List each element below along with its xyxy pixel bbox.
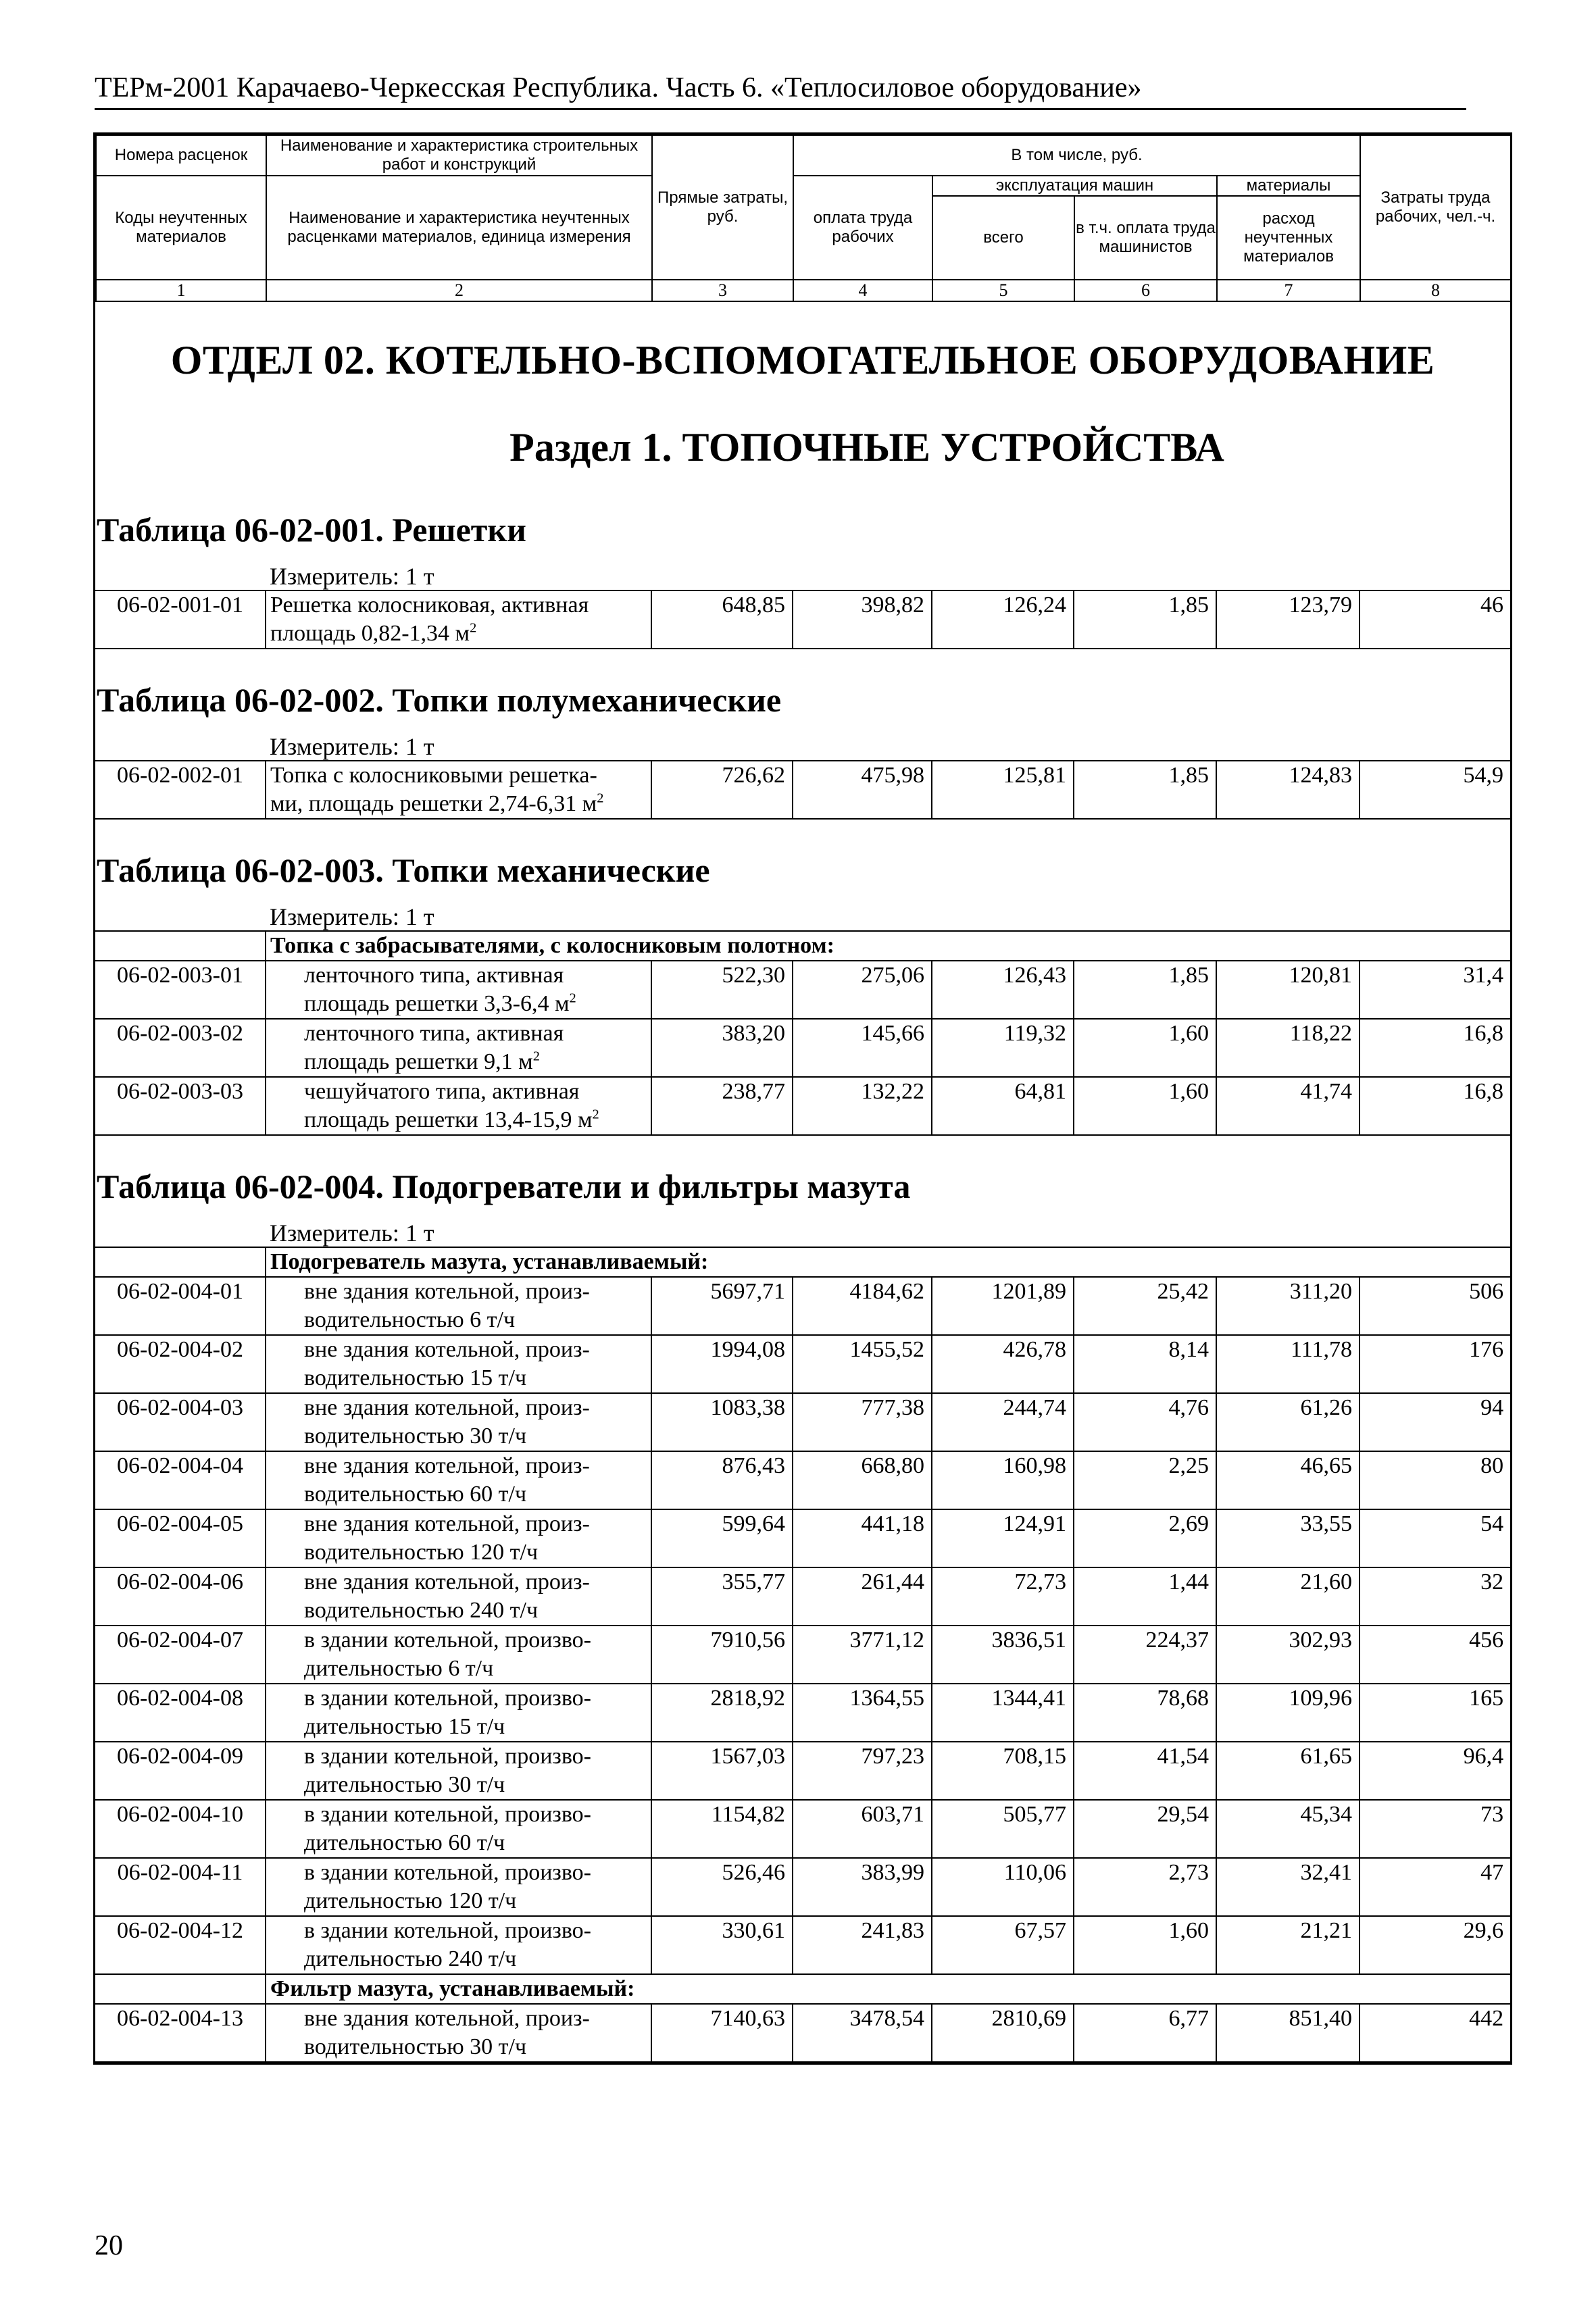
rate-value: 46 [1360, 590, 1510, 649]
rate-value: 120,81 [1216, 961, 1360, 1019]
rate-value: 125,81 [932, 761, 1074, 819]
rate-value: 25,42 [1074, 1277, 1216, 1335]
group-row [95, 931, 1510, 961]
rate-name-line1: вне здания котельной, произ- [304, 1511, 590, 1536]
rate-name [266, 1858, 651, 1916]
rate-name [266, 1567, 651, 1626]
rate-value: 526,46 [651, 1858, 793, 1916]
square-superscript: 2 [470, 620, 477, 636]
rate-value: 1,85 [1074, 761, 1216, 819]
rate-name-line2: дительностью 30 т/ч [304, 1772, 505, 1797]
rate-value: 61,65 [1216, 1742, 1360, 1800]
rate-code: 06-02-004-10 [95, 1800, 266, 1858]
rate-value: 176 [1360, 1335, 1510, 1393]
rate-value: 1083,38 [651, 1393, 793, 1451]
rate-value: 2810,69 [932, 2004, 1074, 2062]
rate-value: 73 [1360, 1800, 1510, 1858]
running-head: ТЕРм-2001 Карачаево-Черкесская Республика. Часть 6. «Теплосиловое оборудование» [95, 72, 1142, 103]
col-number: 6 [1074, 280, 1217, 301]
rate-value: 302,93 [1216, 1626, 1360, 1684]
rate-value: 126,43 [932, 961, 1074, 1019]
rate-name-line2: дительностью 15 т/ч [304, 1714, 505, 1739]
table-title: Таблица 06-02-003. Топки механические [97, 851, 710, 889]
rate-name [266, 1684, 651, 1742]
table-row [95, 2004, 1510, 2062]
rate-value: 1,44 [1074, 1567, 1216, 1626]
rate-value: 522,30 [651, 961, 793, 1019]
rate-code: 06-02-004-03 [95, 1393, 266, 1451]
rate-name [266, 961, 651, 1019]
rate-value: 2,73 [1074, 1858, 1216, 1916]
rate-value: 47 [1360, 1858, 1510, 1916]
rate-name-line2: площадь решетки 3,3-6,4 м [304, 991, 570, 1016]
page-number: 20 [95, 2230, 123, 2261]
rate-name [266, 1335, 651, 1393]
rate-value: 426,78 [932, 1335, 1074, 1393]
rate-value: 599,64 [651, 1509, 793, 1567]
rate-value: 4184,62 [793, 1277, 932, 1335]
header-workers-pay: оплата труда рабочих [793, 176, 932, 280]
rate-value: 355,77 [651, 1567, 793, 1626]
group-heading: Подогреватель мазута, устанавливаемый: [266, 1247, 1510, 1277]
rate-value: 383,20 [651, 1019, 793, 1077]
column-header [95, 134, 1512, 302]
rate-value: 603,71 [793, 1800, 932, 1858]
rate-value: 64,81 [932, 1077, 1074, 1135]
rates-table [95, 760, 1510, 820]
rate-value: 7140,63 [651, 2004, 793, 2062]
rate-code: 06-02-004-11 [95, 1858, 266, 1916]
rates-table [95, 590, 1510, 649]
rate-value: 505,77 [932, 1800, 1074, 1858]
rate-value: 1,85 [1074, 961, 1216, 1019]
rate-value: 1994,08 [651, 1335, 793, 1393]
rate-value: 1201,89 [932, 1277, 1074, 1335]
rate-code: 06-02-004-01 [95, 1277, 266, 1335]
rate-value: 311,20 [1216, 1277, 1360, 1335]
rate-name-line2: дительностью 240 т/ч [304, 1946, 517, 1971]
rate-name-line1: вне здания котельной, произ- [304, 1453, 590, 1478]
rate-value: 29,6 [1360, 1916, 1510, 1974]
rate-value: 123,79 [1216, 590, 1360, 649]
rate-value: 648,85 [651, 590, 793, 649]
rate-value: 5697,71 [651, 1277, 793, 1335]
rate-value: 16,8 [1360, 1019, 1510, 1077]
rate-name-line2: дительностью 6 т/ч [304, 1656, 494, 1681]
rates-table [95, 1247, 1510, 2063]
rate-name-line2: дительностью 120 т/ч [304, 1888, 517, 1913]
unit-label: Измеритель: 1 т [270, 903, 434, 930]
rate-value: 45,34 [1216, 1800, 1360, 1858]
rate-value: 2,25 [1074, 1451, 1216, 1509]
rate-value: 94 [1360, 1393, 1510, 1451]
col-number: 1 [96, 280, 266, 301]
rate-code: 06-02-004-07 [95, 1626, 266, 1684]
rate-name-line2: водительностью 60 т/ч [304, 1482, 527, 1507]
table-row [95, 1858, 1510, 1916]
rate-value: 6,77 [1074, 2004, 1216, 2062]
rate-value: 96,4 [1360, 1742, 1510, 1800]
col-number: 7 [1217, 280, 1360, 301]
rate-value: 21,21 [1216, 1916, 1360, 1974]
rate-name [266, 761, 651, 819]
rate-value: 124,91 [932, 1509, 1074, 1567]
rate-code: 06-02-004-09 [95, 1742, 266, 1800]
table-row [95, 1567, 1510, 1626]
rate-name-line2: водительностью 240 т/ч [304, 1598, 539, 1623]
rate-name-line1: вне здания котельной, произ- [304, 1395, 590, 1420]
rate-code: 06-02-004-12 [95, 1916, 266, 1974]
rate-name [266, 1393, 651, 1451]
table-title: Таблица 06-02-004. Подогреватели и фильтры мазута [97, 1167, 911, 1205]
rate-code: 06-02-004-05 [95, 1509, 266, 1567]
rate-value: 726,62 [651, 761, 793, 819]
rate-value: 54,9 [1360, 761, 1510, 819]
rate-value: 876,43 [651, 1451, 793, 1509]
unit-label: Измеритель: 1 т [270, 563, 434, 590]
rate-value: 1567,03 [651, 1742, 793, 1800]
rate-code: 06-02-004-02 [95, 1335, 266, 1393]
rate-name [266, 1509, 651, 1567]
rate-value: 851,40 [1216, 2004, 1360, 2062]
rate-value: 475,98 [793, 761, 932, 819]
rate-value: 3836,51 [932, 1626, 1074, 1684]
header-rule [95, 108, 1466, 110]
rate-name-line1: в здании котельной, произво- [304, 1918, 591, 1943]
rate-name-line2: площадь 0,82-1,34 м [270, 621, 470, 646]
rate-value: 224,37 [1074, 1626, 1216, 1684]
rate-value: 32 [1360, 1567, 1510, 1626]
rate-value: 118,22 [1216, 1019, 1360, 1077]
rate-value: 797,23 [793, 1742, 932, 1800]
rate-value: 668,80 [793, 1451, 932, 1509]
section-title: Раздел 1. ТОПОЧНЫЕ УСТРОЙСТВА [509, 425, 1224, 470]
rate-value: 238,77 [651, 1077, 793, 1135]
unit-label: Измеритель: 1 т [270, 733, 434, 760]
table-row [95, 1509, 1510, 1567]
rate-name [266, 1742, 651, 1800]
rate-value: 3478,54 [793, 2004, 932, 2062]
rate-code: 06-02-003-03 [95, 1077, 266, 1135]
square-superscript: 2 [532, 1049, 540, 1064]
rate-value: 261,44 [793, 1567, 932, 1626]
rate-name-line1: вне здания котельной, произ- [304, 1337, 590, 1362]
rate-name [266, 1277, 651, 1335]
header-machines: эксплуатация машин [932, 176, 1217, 196]
col-number: 8 [1360, 280, 1511, 301]
rate-name-line2: водительностью 15 т/ч [304, 1365, 527, 1390]
rate-code: 06-02-003-02 [95, 1019, 266, 1077]
col-number: 5 [932, 280, 1074, 301]
rate-value: 165 [1360, 1684, 1510, 1742]
rate-value: 708,15 [932, 1742, 1074, 1800]
group-heading: Фильтр мазута, устанавливаемый: [266, 1974, 1510, 2004]
rate-name [266, 1451, 651, 1509]
rate-value: 777,38 [793, 1393, 932, 1451]
rates-table [95, 930, 1510, 1136]
rate-value: 456 [1360, 1626, 1510, 1684]
table-title: Таблица 06-02-002. Топки полумеханические [97, 681, 782, 719]
table-row [95, 1077, 1510, 1135]
rate-value: 8,14 [1074, 1335, 1216, 1393]
rate-name-line2: площадь решетки 13,4-15,9 м [304, 1107, 593, 1132]
rate-value: 241,83 [793, 1916, 932, 1974]
unit-label: Измеритель: 1 т [270, 1219, 434, 1247]
rate-value: 442 [1360, 2004, 1510, 2062]
department-title: ОТДЕЛ 02. КОТЕЛЬНО-ВСПОМОГАТЕЛЬНОЕ ОБОРУДОВАНИЕ [170, 338, 1435, 382]
rate-name-line1: в здании котельной, произво- [304, 1744, 591, 1769]
rate-name-line1: в здании котельной, произво- [304, 1686, 591, 1711]
col-number: 4 [793, 280, 932, 301]
rate-value: 67,57 [932, 1916, 1074, 1974]
rate-value: 244,74 [932, 1393, 1074, 1451]
rate-value: 1364,55 [793, 1684, 932, 1742]
rate-value: 1,60 [1074, 1077, 1216, 1135]
table-row [95, 1277, 1510, 1335]
rate-value: 61,26 [1216, 1393, 1360, 1451]
table-row [95, 1684, 1510, 1742]
rate-name-line1: Решетка колосниковая, активная [270, 593, 589, 618]
rate-name-line1: ленточного типа, активная [304, 1021, 564, 1046]
rate-value: 72,73 [932, 1567, 1074, 1626]
rate-name-line2: ми, площадь решетки 2,74-6,31 м [270, 791, 597, 816]
rate-value: 3771,12 [793, 1626, 932, 1684]
table-row [95, 1800, 1510, 1858]
rate-value: 441,18 [793, 1509, 932, 1567]
rate-value: 41,54 [1074, 1742, 1216, 1800]
header-work-name: Наименование и характеристика строительных работ и конструкций [266, 135, 652, 176]
rate-code: 06-02-001-01 [95, 590, 266, 649]
rate-name [266, 1077, 651, 1135]
rate-value: 1,60 [1074, 1916, 1216, 1974]
table-row [95, 761, 1510, 819]
header-labor: Затраты труда рабочих, чел.-ч. [1360, 135, 1511, 280]
rate-name-line1: в здании котельной, произво- [304, 1860, 591, 1885]
rate-name [266, 1916, 651, 1974]
header-materials: материалы [1217, 176, 1360, 196]
rate-value: 160,98 [932, 1451, 1074, 1509]
rate-value: 2,69 [1074, 1509, 1216, 1567]
rate-name-line2: площадь решетки 9,1 м [304, 1049, 533, 1074]
rate-value: 124,83 [1216, 761, 1360, 819]
rate-value: 41,74 [1216, 1077, 1360, 1135]
rate-value: 4,76 [1074, 1393, 1216, 1451]
rate-name [266, 1019, 651, 1077]
rate-code: 06-02-004-13 [95, 2004, 266, 2062]
rate-name-line2: водительностью 120 т/ч [304, 1540, 539, 1565]
rate-value: 506 [1360, 1277, 1510, 1335]
rate-value: 2818,92 [651, 1684, 793, 1742]
table-row [95, 1393, 1510, 1451]
rate-value: 1,60 [1074, 1019, 1216, 1077]
header-material-consumption: расход неучтенных материалов [1217, 196, 1360, 280]
rate-value: 383,99 [793, 1858, 932, 1916]
rate-value: 46,65 [1216, 1451, 1360, 1509]
rates-document [93, 132, 1512, 2065]
group-heading: Топка с забрасывателями, с колосниковым полотном: [266, 931, 1510, 961]
rate-name [266, 1626, 651, 1684]
rate-name-line1: ленточного типа, активная [304, 963, 564, 988]
rate-value: 29,54 [1074, 1800, 1216, 1858]
header-material-name: Наименование и характеристика неучтенных расценками материалов, единица измерения [266, 176, 652, 280]
table-row [95, 1742, 1510, 1800]
rate-value: 1,85 [1074, 590, 1216, 649]
rate-name-line1: в здании котельной, произво- [304, 1628, 591, 1653]
square-superscript: 2 [569, 990, 576, 1006]
rate-value: 275,06 [793, 961, 932, 1019]
col-number: 2 [266, 280, 652, 301]
rate-value: 21,60 [1216, 1567, 1360, 1626]
rate-name-line1: в здании котельной, произво- [304, 1802, 591, 1827]
table-row [95, 1335, 1510, 1393]
rate-value: 54 [1360, 1509, 1510, 1567]
rate-value: 119,32 [932, 1019, 1074, 1077]
rate-value: 80 [1360, 1451, 1510, 1509]
table-row [95, 1019, 1510, 1077]
rate-value: 132,22 [793, 1077, 932, 1135]
rate-value: 110,06 [932, 1858, 1074, 1916]
rate-code: 06-02-004-04 [95, 1451, 266, 1509]
table-row [95, 1626, 1510, 1684]
rate-value: 145,66 [793, 1019, 932, 1077]
table-row [95, 590, 1510, 649]
rate-value: 7910,56 [651, 1626, 793, 1684]
rate-value: 126,24 [932, 590, 1074, 649]
rate-name-line1: вне здания котельной, произ- [304, 1279, 590, 1304]
header-direct-costs: Прямые затраты, руб. [652, 135, 793, 280]
rate-value: 33,55 [1216, 1509, 1360, 1567]
group-row [95, 1247, 1510, 1277]
header-including: В том числе, руб. [793, 135, 1360, 176]
header-operators-pay: в т.ч. оплата труда машинистов [1074, 196, 1217, 280]
rate-name-line1: Топка с колосниковыми решетка- [270, 763, 597, 788]
rate-code: 06-02-004-08 [95, 1684, 266, 1742]
rate-value: 1455,52 [793, 1335, 932, 1393]
table-row [95, 1916, 1510, 1974]
rate-name-line1: чешуйчатого типа, активная [304, 1079, 580, 1104]
rate-value: 1344,41 [932, 1684, 1074, 1742]
rate-name [266, 2004, 651, 2062]
rate-value: 330,61 [651, 1916, 793, 1974]
table-row [95, 1451, 1510, 1509]
rate-value: 398,82 [793, 590, 932, 649]
table-row [95, 961, 1510, 1019]
rate-value: 109,96 [1216, 1684, 1360, 1742]
rate-value: 111,78 [1216, 1335, 1360, 1393]
rate-value: 78,68 [1074, 1684, 1216, 1742]
rate-name [266, 590, 651, 649]
table-title: Таблица 06-02-001. Решетки [97, 511, 526, 549]
rate-name-line1: вне здания котельной, произ- [304, 2006, 590, 2031]
rate-value: 31,4 [1360, 961, 1510, 1019]
group-row [95, 1974, 1510, 2004]
rate-code: 06-02-004-06 [95, 1567, 266, 1626]
rate-value: 32,41 [1216, 1858, 1360, 1916]
rate-name [266, 1800, 651, 1858]
header-material-codes: Коды неучтенных материалов [96, 176, 266, 280]
header-rate-number: Номера расценок [96, 135, 266, 176]
rate-name-line2: водительностью 30 т/ч [304, 1424, 527, 1449]
rate-value: 1154,82 [651, 1800, 793, 1858]
square-superscript: 2 [592, 1107, 599, 1122]
col-number: 3 [652, 280, 793, 301]
rate-name-line1: вне здания котельной, произ- [304, 1569, 590, 1594]
rate-name-line2: водительностью 30 т/ч [304, 2034, 527, 2059]
header-machines-total: всего [932, 196, 1074, 280]
rate-value: 16,8 [1360, 1077, 1510, 1135]
square-superscript: 2 [597, 790, 604, 806]
rate-name-line2: водительностью 6 т/ч [304, 1307, 516, 1332]
rate-code: 06-02-003-01 [95, 961, 266, 1019]
rate-name-line2: дительностью 60 т/ч [304, 1830, 505, 1855]
rate-code: 06-02-002-01 [95, 761, 266, 819]
